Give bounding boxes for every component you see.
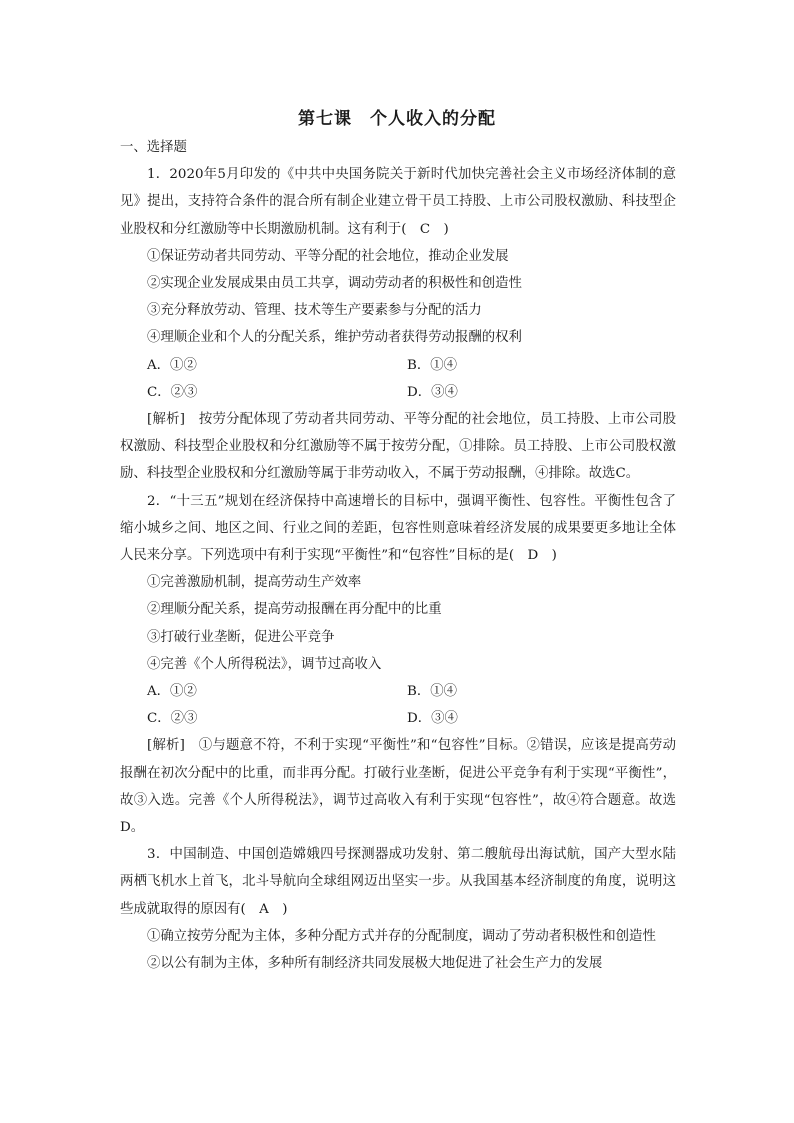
question-1-option-d: D．③④: [407, 384, 458, 400]
question-2-item-2: ②理顺分配关系，提高劳动报酬在再分配中的比重: [147, 602, 442, 618]
question-2-option-c: C．②③: [147, 711, 198, 727]
question-2-options-row-2: [120, 705, 676, 732]
question-2-item-4: ④完善《个人所得税法》，调节过高收入: [147, 656, 382, 672]
section-heading: 一、选择题: [120, 140, 187, 155]
document-body: [120, 134, 676, 977]
question-1-item-4: ④理顺企业和个人的分配关系，维护劳动者获得劳动报酬的权利: [147, 330, 522, 346]
question-1-analysis: [解析] 按劳分配体现了劳动者共同劳动、平等分配的社会地位，员工持股、上市公司股权激励、科技型企业股权和分红激励等不属于按劳分配，①排除。员工持股、上市公司股权激励、科技型企业股权和分红激励等属于非劳动收入，不属于劳动报酬，④排除。故选C。: [120, 412, 676, 482]
question-1-option-c: C．②③: [147, 384, 198, 400]
question-2-option-d: D．③④: [407, 711, 458, 727]
question-1-options-row-2: [120, 379, 676, 406]
question-2-stem: 2．“十三五”规划在经济保持中高速增长的目标中，强调平衡性、包容性。平衡性包含了缩小城乡之间、地区之间、行业之间的差距，包容性则意味着经济发展的成果要更多地让全体人民来分享。下列选项中有利于实现“平衡性”和“包容性”目标的是( D ): [120, 493, 676, 564]
question-2-item-3: ③打破行业垄断，促进公平竞争: [147, 629, 335, 645]
page-title: 第七课 个人收入的分配: [298, 109, 496, 129]
question-2-options-row-1: [120, 678, 676, 705]
question-1-item-2: ②实现企业发展成果由员工共享，调动劳动者的积极性和创造性: [147, 276, 522, 292]
question-3-stem: 3．中国制造、中国创造嫦娥四号探测器成功发射、第二艘航母出海试航，国产大型水陆两栖飞机水上首飞，北斗导航向全球组网迈出坚实一步。从我国基本经济制度的角度，说明这些成就取得的原因有( A ): [120, 847, 676, 917]
question-3-item-1: ①确立按劳分配为主体，多种分配方式并存的分配制度，调动了劳动者积极性和创造性: [147, 928, 656, 944]
question-2-item-1: ①完善激励机制，提高劳动生产效率: [147, 575, 362, 591]
question-2-analysis: [解析] ①与题意不符，不利于实现“平衡性”和“包容性”目标。②错误，应该是提高劳动报酬在初次分配中的比重，而非再分配。打破行业垄断，促进公平竞争有利于实现“平衡性”，故③入选。完善《个人所得税法》，调节过高收入有利于实现“包容性”，故④符合题意。故选D。: [120, 738, 676, 836]
question-1-item-1: ①保证劳动者共同劳动、平等分配的社会地位，推动企业发展: [147, 248, 509, 264]
question-3-item-2: ②以公有制为主体，多种所有制经济共同发展极大地促进了社会生产力的发展: [147, 956, 603, 972]
question-1-stem: 1．2020年5月印发的《中共中央国务院关于新时代加快完善社会主义市场经济体制的意见》提出，支持符合条件的混合所有制企业建立骨干员工持股、上市公司股权激励、科技型企业股权和分红激励等中长期激励机制。这有利于( C ): [120, 167, 676, 237]
question-1-options-row-1: [120, 352, 676, 379]
question-1-item-3: ③充分释放劳动、管理、技术等生产要素参与分配的活力: [147, 303, 482, 319]
question-2-option-a: A．①②: [147, 684, 197, 700]
question-2-option-b: B．①④: [407, 684, 458, 700]
question-1-option-b: B．①④: [407, 357, 458, 373]
question-1-option-a: A．①②: [147, 357, 197, 373]
